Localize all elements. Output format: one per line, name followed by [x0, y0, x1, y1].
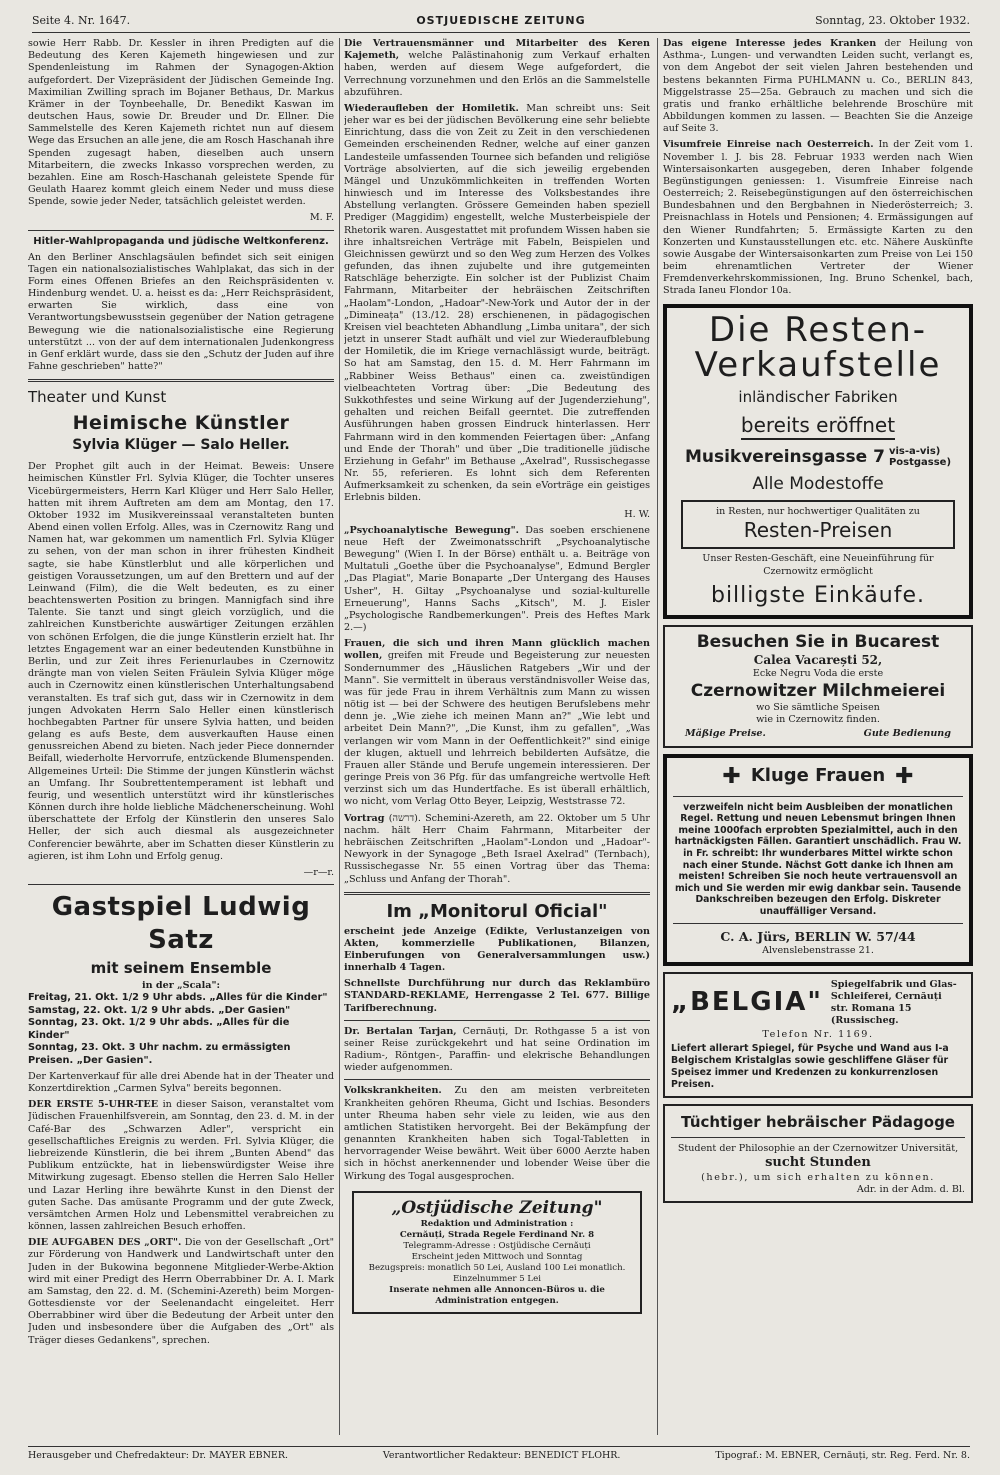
bucharest-service: Gute Bedienung	[863, 728, 951, 740]
teacher-line: (hebr.), um sich erhalten zu können.	[701, 1171, 935, 1183]
schedule-line: Samstag, 22. Okt. 1/2 9 Uhr abds. „Der Gasien"	[28, 1004, 291, 1016]
article-signature: M. F.	[309, 212, 334, 224]
masthead-line: Erscheint jeden Mittwoch und Sonntag	[411, 1252, 583, 1263]
cross-icon: ✚	[722, 763, 741, 789]
column-middle	[344, 38, 650, 1435]
teacher-line: sucht Stunden	[765, 1155, 871, 1171]
visa-text: In der Zeit vom 1. November l. J. bis 28. Februar 1933 werden nach Wien Wintersaisonkarten ausgegeben, deren Inhaber folgende Begünstigungen geniessen: 1. Visumfreie Einreise nach Oesterreich; 2. Reisebegünstigungen auf den österreichischen Bundesbahnen und den Bergbahnen in Niederösterreich; 3. Preisnachlass in Hotels und Pensionen; 4. Ermässigungen auf den Wiener Rundfahrten; 5. Ermässigte Karten zu den Konzerten und Kunstausstellungen etc. etc. Nähere Auskünfte sowie Ausgabe der Wintersaisonkarten zum Preise von Lei 150 beim ehrenamtlichen Vertreter der Wiener Fremdenverkehrskommissionen, Ing. Bruno Schenkel, bach, Strada Ianeu Flondor 10a.	[663, 139, 973, 297]
kluge-frauen-text: verzweifeln nicht beim Ausbleiben der monatlichen Regel. Rettung und neuen Lebensmut bringen Ihnen meine 1000fach erprobten Spezialmittel, auch in den hartnäckigsten Fällen. Garantiert unschädlich. Frau W. in Fr. schreibt: Ihr wunderbares Mittel wirkte schon nach einer Stunde. Nächst Gott danke ich Ihnen am meisten! Schreiben Sie noch heute vertrauensvoll an mich und Sie werden mir ewig dankbar sein. Tausende Dankschreiben bezeugen den Erfolg. Diskreter unauffälliger Versand.	[674, 801, 962, 918]
artists-article-text: Der Prophet gilt auch in der Heimat. Beweis: Unsere heimischen Künstler Frl. Sylvia Klüger, die Tochter unseres Vicebürgermeisters, Herrn Karl Klüger und Herr Salo Heller, hatten mit ihrem Auftreten am dem am Montag, den 17. Oktober 1932 im Musikvereinssaal veranstalteten bunten Abend einen vollen Erfolg. Alles, was in Czernowitz Rang und Namen hat, war gekommen um namentlich Frl. Sylvia Klüger zu sehen, von der man schon in ihrer frühesten Kindheit sagte, sie habe Künstlerblut und alle körperlichen und geistigen Voraussetzungen, um auf den Brettern und auf der Leinwand (Film), die die Welt bedeuten, es zu einer beachtenswerten Position zu bringen. Mannigfach sind ihre Talente. Sie tanzt und singt gleich vorzüglich, und die zahlreichen Kunstberichte auswärtiger Zeitungen erzählen von schönen Erfolgen, die die junge Künstlerin erzielt hat. Ihr letztes Engagement war an einer bedeutenden Kunstbühne in Berlin, und zur Zeit ihres Ferienurlaubes in Czernowitz drängte man von vielen Seiten Fräulein Sylvia Klüger möge auch in Czernowitz einen künstlerischen Unterhaltungsabend veranstalten. Es traf sich gut, dass wir in Czernowitz in dem jungen Advokaten Herrn Salo Heller einen künstlerisch hochbegabten Partner für unsere Sylvia hatten, und beiden gelang es aufs Beste, dem ausverkauften Hause einen genussreichen Abend zu bieten. Nach jeder Piece donnernder Beifall, wiederholte Hervorrufe, entzückende Blumenspenden. Allgemeines Urteil: Die Stimme der jungen Künstlerin wächst an Umfang. Ihr Soubrettentemperament ist lebhaft und feurig, und wesentlich unterstützt wird ihr künstlerisches Können durch ihre holde liebliche Mädchenerscheinung. Wohl überschattete der Erfolg der Künstlerin den unseres Salo Heller, der sich auch diesmal als ausgezeichneter Conferencier bewährte, aber im Schatten dieser Künstlerin zu agieren, ist ihm Lohn und Erfolg genug.	[28, 461, 334, 862]
column-left	[28, 38, 334, 1435]
article-signature: H. W.	[624, 508, 650, 520]
hitler-article-title: Hitler-Wahlpropaganda und jüdische Weltkonferenz.	[33, 235, 329, 247]
belgia-details	[831, 979, 965, 1027]
divider	[344, 1020, 650, 1021]
monitorul-title: Im „Monitorul Oficial"	[386, 900, 608, 922]
ort-article	[28, 1237, 334, 1347]
tea-title: DER ERSTE 5-UHR-TEE	[28, 1099, 159, 1111]
remnants-box-line: in Resten, nur hochwertiger Qualitäten zu	[716, 506, 920, 517]
belgia-ad	[663, 972, 973, 1098]
dairy-name: Czernowitzer Milchmeierei	[690, 680, 946, 701]
remnants-open: bereits eröffnet	[741, 413, 895, 440]
divider	[28, 230, 334, 231]
kluge-frauen-firm: C. A. Jürs, BERLIN W. 57/44	[720, 928, 916, 944]
divider	[671, 1137, 965, 1138]
remnants-address-note	[889, 446, 951, 468]
artists-headline: Heimische Künstler	[72, 412, 290, 435]
responsible-editor: Verantwortlicher Redakteur: BENEDICT FLOHR.	[382, 1450, 621, 1461]
bucharest-corner: Ecke Negru Voda die erste	[752, 668, 884, 680]
trustees-text: welche Palästinahonig zum Verkauf erhalten haben, werden auf diesem Wege aufgefordert, die Verrechnung vorzunehmen und den Erlös an die Sammelstelle abzuführen.	[344, 50, 650, 98]
lecture-text: (דרשה). Schemini-Azereth, am 22. Oktober um 5 Uhr nachm. hält Herr Chaim Fahrmann, Mitarbeiter der hebräischen Zeitschriften „Haolam"-London und „Hadoar"-Newyork in der Synagoge „Beth Israel Axelrad" (Ternbach), Russischegasse Nr. 55 einen Vortrag über das Thema: „Schluss und Anfang der Thorah".	[344, 812, 650, 885]
psychoanalysis-article	[344, 525, 650, 635]
divider	[28, 379, 334, 382]
remnants-note: Unser Resten-Geschäft, eine Neueinführung für Czernowitz ermöglicht	[702, 553, 934, 577]
belgia-line: Spiegelfabrik und Glas-Schleiferei, Cernăuți	[830, 978, 957, 1002]
patient-interest-title: Das eigene Interesse jedes Kranken	[663, 38, 877, 49]
lecture-title: Vortrag	[344, 812, 385, 824]
tarjan-text: Cernăuți, Dr. Rothgasse 5 a ist von seiner Reise zurückgekehrt und hat seine Ordination im Radium-, Röntgen-, Paraffin- und elekrische Behandlungen wieder aufgenommen.	[344, 1025, 650, 1074]
hitler-article-text: An den Berliner Anschlagsäulen befindet sich seit einigen Tagen ein nationalsozialistisches Wahlplakat, das sich in der Form eines Offenen Briefes an den Reichspräsidenten v. Hindenburg wendet. U. a. heisst es da: „Herr Reichspräsident, erwarten Sie wirklich, dass eine von Verantwortungsbewusstsein gegenüber der Nation getragene Bewegung wie die nationalsozialistische eine Regierung unterstützt ... von der auf dem internationalen Judenkongress in Genf erklärt wurde, dass sie den „Schutz der Juden auf ihre Fahne geschrieben" hatte?"	[28, 251, 334, 373]
masthead-line: Cernăuți, Strada Regele Ferdinand Nr. 8	[399, 1230, 595, 1241]
issue-date: Sonntag, 23. Oktober 1932.	[815, 14, 970, 27]
bucharest-line: wie in Czernowitz finden.	[756, 714, 880, 726]
lecture-article	[344, 813, 650, 886]
divider	[673, 923, 963, 924]
schedule-line: Freitag, 21. Okt. 1/2 9 Uhr abds. „Alles für die Kinder"	[28, 992, 328, 1004]
satz-headline: Gastspiel Ludwig Satz	[51, 892, 311, 956]
women-title: Frauen, die sich und ihren Mann glücklich machen wollen,	[344, 638, 650, 662]
divider	[28, 884, 334, 885]
trustees-title: Die Vertrauensmänner und Mitarbeiter des Keren Kajemeth,	[344, 38, 650, 62]
ort-title: DIE AUFGABEN DES „ORT".	[28, 1237, 182, 1249]
kluge-frauen-street: Alvenslebenstrasse 21.	[762, 944, 874, 956]
masthead-line: Bezugspreis: monatlich 50 Lei, Ausland 100 Lei monatlich. Einzelnummer 5 Lei	[368, 1263, 626, 1284]
remnants-sub: inländischer Fabriken	[738, 387, 898, 406]
kluge-frauen-heading	[673, 763, 963, 791]
publisher: Herausgeber und Chefredakteur: Dr. MAYER EBNER.	[28, 1450, 288, 1461]
satz-schedule	[28, 992, 334, 1067]
diseases-title: Volkskrankheiten.	[344, 1085, 442, 1097]
remnants-note-1: vis-a-vis)	[888, 446, 941, 458]
column-divider	[657, 38, 658, 1435]
belgia-logo: „BELGIA"	[671, 987, 823, 1018]
remnants-fabrics: Alle Modestoffe	[752, 474, 884, 495]
kluge-frauen-ad	[663, 754, 973, 966]
bucharest-title: Besuchen Sie in Bucarest	[696, 631, 940, 652]
article-signature: —r—r.	[303, 866, 334, 878]
remnants-title-1: Die Resten-	[708, 309, 928, 350]
satz-venue: in der „Scala":	[141, 980, 221, 992]
psychoanalysis-text: Das soeben erschienene neue Heft der Zweimonatsschrift „Psychoanalytische Bewegung" (Wien I. In der Börse) enthält u. a. Beiträge von Multatuli „Goethe über die Psychoanalyse", Edmund Bergler „Das Plagiat", Marie Bonaparte „Der Untergang des Hauses Usher", H. Giltay „Psychoanalyse und sozial-kulturelle Erneuerung", Hanns Sachs „Kitsch", M. J. Eisler „Psychologische Randbemerkungen". Preis des Heftes Mark 2.—)	[344, 524, 650, 634]
masthead-line: Redaktion und Administration :	[420, 1219, 574, 1230]
keren-kajemeth-article: sowie Herr Rabb. Dr. Kessler in ihren Predigten auf die Bedeutung des Keren Kajemeth hingewiesen und zur Spendenleistung im Rahmen der Synagogen-Aktion aufgefordert. Der Vizepräsident der Jüdischen Gemeinde Ing. Maximilian Zwilling sprach im Bojaner Bethaus, Dr. Markus Krämer in der Toynbeehalle, Dr. Benedikt Kaswan im deutschen Haus, sowie Dr. Breuder und Dr. Ellner. Die Sammelstelle des Keren Kajemeth richtet nun auf diesem Wege das Ersuchen an alle jene, die am Rosch Haschanah ihre Spenden zugesagt haben, dieselben auch unsern Mitarbeitern, die zwecks Inkasso vorsprechen werden, zu bezahlen. Eine am Rosch-Haschanah geleistete Spende für Geulath Haarez kommt gleich einem Neder und muss diese Spende, sowie jeder Neder, tatsächlich geleistet werden.	[28, 38, 334, 208]
remnants-prices: Resten-Preisen	[743, 518, 893, 543]
visa-article	[663, 139, 973, 297]
schedule-line: Sonntag, 23. Okt. 3 Uhr nachm. zu ermässigten Preisen. „Der Gasien".	[28, 1042, 291, 1066]
trustees-article	[344, 38, 650, 99]
satz-ticket-text: Der Kartenverkauf für alle drei Abende hat in der Theater und Konzertdirektion „Carmen Sylva" bereits begonnen.	[28, 1070, 334, 1095]
bucharest-prices: Mäßige Preise.	[685, 728, 766, 740]
masthead-box	[352, 1191, 642, 1314]
women-text: greifen mit Freude und Begeisterung zur neuesten Sondernummer des „Häuslichen Ratgebers „Wir und der Mann". Sie vermittelt in überaus verständnisvoller Weise das, was für jede Frau in ihrem Verhältnis zum Mann zu wissen nötig ist — bei der Schwere des heutigen Berufslebens mehr denn je. „Wie ziehe ich meinen Mann an?" „Wie lebt und arbeitet Dein Mann?", „Die Kunst, ihm zu gefallen", „Was verlangen wir vom Mann in der Oeffentlichkeit?" sind einige der klugen, aktuell und lehrreich bebilderten Aufsätze, die Frauen aller Stände und Berufe ungemein interessieren. Der geringe Preis von 36 Pfg. für das umfangreiche wertvolle Heft verzinst sich um das Hundertfache. Es ist überall erhältlich, wo nicht, vom Verlag Otto Beyer, Leipzig, Weststrasse 72.	[344, 650, 650, 808]
bucharest-line: wo Sie sämtliche Speisen	[756, 702, 880, 714]
teacher-ad	[663, 1104, 973, 1203]
remnants-note-2: Postgasse)	[888, 457, 952, 469]
tarjan-notice	[344, 1026, 650, 1075]
homiletics-article	[344, 103, 650, 505]
section-title: Theater und Kunst	[28, 388, 167, 407]
teacher-title: Tüchtiger hebräischer Pädagoge	[681, 1112, 955, 1131]
visa-title: Visumfreie Einreise nach Oesterreich.	[663, 139, 874, 151]
kluge-frauen-title: Kluge Frauen	[750, 765, 886, 787]
schedule-line: Sonntag, 23. Okt. 1/2 9 Uhr abds. „Alles für die Kinder"	[28, 1017, 290, 1041]
remnants-ad	[663, 304, 973, 619]
divider	[673, 796, 963, 797]
bucharest-street: Calea Vacarești 52,	[753, 653, 883, 668]
belgia-line: str. Romana 15 (Russischeg.	[830, 1002, 912, 1026]
women-article	[344, 638, 650, 808]
cross-icon: ✚	[895, 763, 914, 789]
patient-interest-text: der Heilung von Asthma-, Lungen- und verwandten Leiden sucht, verlangt es, von dem Angebot der seit vielen Jahren bestehenden und bestens bekannten Firma PUHLMANN u. Co., BERLIN 843, Miggelstrasse 25—25a. Gebrauch zu machen und sich die gratis und franko erhältliche belehrende Broschüre mit Abbildungen kommen zu lassen. — Beachten Sie die Anzeige auf Seite 3.	[663, 38, 973, 135]
printer: Tipograf.: M. EBNER, Cernăuți, str. Reg. Ferd. Nr. 8.	[715, 1450, 970, 1461]
homiletics-title: Wiederaufleben der Homiletik.	[344, 102, 519, 114]
masthead-line: Telegramm-Adresse : Ostjüdische Cernăuți	[403, 1241, 591, 1252]
remnants-price-box	[681, 500, 955, 549]
divider	[344, 1079, 650, 1080]
column-divider	[339, 38, 340, 1435]
belgia-text: Liefert allerart Spiegel, für Psyche und Wand aus I-a Belgischem Kristalglas sowie geschliffene Gläser für Speisez immer und Kredenzen zu konkurrenzlosen Preisen.	[671, 1043, 949, 1090]
masthead-title: „Ostjüdische Zeitung"	[391, 1197, 603, 1218]
diseases-text: Zu den am meisten verbreiteten Krankheiten gehören Rheuma, Gicht und Ischias. Besonders unter Rheuma haben sehr viele zu leiden, wie aus den amtlichen Statistiken hervorgeht. Bei der Bekämpfung der genannten Krankheiten haben sich Togal-Tabletten in hervorragender Weise bewährt. Weit über 6000 Aerzte haben sich in höchst anerkennender und lobender Weise über die Wirkung des Togal ausgesprochen.	[344, 1085, 650, 1182]
bucharest-footer	[685, 728, 951, 740]
tea-article	[28, 1099, 334, 1233]
remnants-cheapest: billigste Einkäufe.	[710, 582, 925, 608]
newspaper-title: OSTJUEDISCHE ZEITUNG	[416, 14, 586, 27]
divider	[344, 892, 650, 895]
satz-subheadline: mit seinem Ensemble	[90, 959, 272, 978]
homiletics-text: Man schreibt uns: Seit jeher war es bei der jüdischen Bevölkerung eine sehr beliebte Einrichtung, dass die von Zeit zu Zeit in den verschiedenen Gemeinden erscheinenden Redner, welche auf einer ganzen Landesteile umfassenden Tournee sich befanden und religiöse Vorträge absolvierten, auf die sich jeweilig ergebenden Mängel und Unzukömmlichkeiten in treffenden Worten hinwiesch und im Interesse des Volksbestandes ihre Abstellung verlangten. Grössere Gemeinden haben speziell Prediger (Maggidim) engestellt, welche Musterbeispiele der Rhetorik waren. Ausgestattet mit profundem Wissen haben sie ihre inhaltsreichen Verträge mit Fabeln, Beispielen und Gleichnissen gewürzt und so den Weg zum Herzen des Volkes gefunden, das ihnen zujubelte und ihre gutgemeinten Ratschläge beherzigte. Ein solcher ist der Publizist Chaim Fahrmann, Mitarbeiter der hebräischen Zeitschriften „Haolam"-London, „Hadoar"-New-York und Autor der in der „Dimineața" (13./12. 28) erschienenen, in pädagogischen Kreisen viel beachteten Abhandlung „Limba unitara", der sich jetzt in unserer Stadt aufhält und viel zur Wiederaufblebung der Homiletik, die im Kriege vernachlässigt wurde, beiträgt. So hat am Samstag, den 15. d. M. Herr Fahrmann im „Rabbiner Weiss Bethaus" einen ca. zweistündigen vielbeachteten Vortrag über: „Die Bedeutung des Sukkothfestes und seine Wirkung auf der Jugenderziehung", gehalten und reichen Beifall geerntet. Die zutreffenden Ausführungen haben grossen Eindruck hinterlassen. Herr Fahrmann wird in den kommenden Feiertagen über: „Anfang und Ende der Thorah" und über „Die traditionelle jüdische Erziehung in Gefahr" im Bethause „Axelrad", Russischegasse Nr. 55, referieren. Es lohnt sich dem Referenten Aufmerksamkeit zu schenken, da sein eVorträge ein geistiges Erlebnis bilden.	[344, 102, 650, 504]
artists-subheadline: Sylvia Klüger — Salo Heller.	[72, 437, 290, 454]
patient-interest-article	[663, 38, 973, 135]
belgia-phone: Telefon Nr. 1169.	[762, 1028, 874, 1040]
belgia-header	[671, 979, 965, 1027]
bucharest-ad	[663, 625, 973, 748]
psychoanalysis-title: „Psychoanalytische Bewegung".	[344, 524, 519, 536]
page-footer	[28, 1446, 970, 1461]
teacher-line: Student der Philosophie an der Czernowitzer Universität,	[677, 1142, 959, 1154]
masthead-line: Inserate nehmen alle Annoncen-Büros u. die Administration entgegen.	[389, 1284, 605, 1306]
monitorul-text: erscheint jede Anzeige (Edikte, Verlustanzeigen von Akten, kommerzielle Publikationen, Bilanzen, Einberufungen von Generalversammlungen usw.) innerhalb 4 Tagen.	[344, 925, 650, 974]
diseases-article	[344, 1085, 650, 1182]
monitorul-service: Schnellste Durchführung nur durch das Reklambüro STANDARD-REKLAME, Herrengasse 2 Tel. 677. Billige Tarifberechnung.	[344, 978, 650, 1014]
tarjan-title: Dr. Bertalan Tarjan,	[344, 1025, 457, 1037]
page-number: Seite 4. Nr. 1647.	[32, 14, 131, 27]
tea-text: in dieser Saison, veranstaltet vom Jüdischen Frauenhilfsverein, am Sonntag, den 23. d. M. in der Café-Bar des „Schwarzen Adler", verspricht ein gesellschaftliches Ereignis zu werden. Frl. Sylvia Klüger, die liebreizende Künstlerin, die bei ihrem „Bunten Abend" das Publikum entzückte, hat in liebenswürdigster Weise ihre Mitwirkung zugesagt. Ebenso stellen die Herren Salo Heller und Lazar Herling ihre bewährte Kunst in den Dienst der guten Sache. Das amüsante Programm und der gute Zweck, versämtchen Armen Holz und Lebensmittel verabreichen zu können, lassen zahlreichen Besuch erhoffen.	[28, 1099, 334, 1233]
column-right	[663, 38, 973, 1435]
remnants-street: Musikvereinsgasse 7	[684, 446, 885, 467]
ort-text: Die von der Gesellschaft „Ort" zur Förderung von Handwerk und Landwirtschaft unter den Juden in der Bukowina begonnene Mitglieder-Werbe-Aktion wird mit einer Predigt des Herrn Oberrabbiner Dr. A. I. Mark am Samstag, den 22. d. M. (Schemini-Azereth) beim Morgen-Gottesdienste vor der Seelenandacht eingeleitet. Herr Oberrabbiner wird über die Bedeutung der Arbeit unter den Juden und insbesondere über die Aufgaben des „Ort" als Träger dieses Gedankens", sprechen.	[28, 1237, 334, 1346]
page-header	[32, 14, 970, 33]
remnants-title-2: Verkaufstelle	[694, 345, 942, 386]
teacher-line: Adr. in der Adm. d. Bl.	[856, 1183, 965, 1195]
remnants-address	[673, 446, 963, 468]
